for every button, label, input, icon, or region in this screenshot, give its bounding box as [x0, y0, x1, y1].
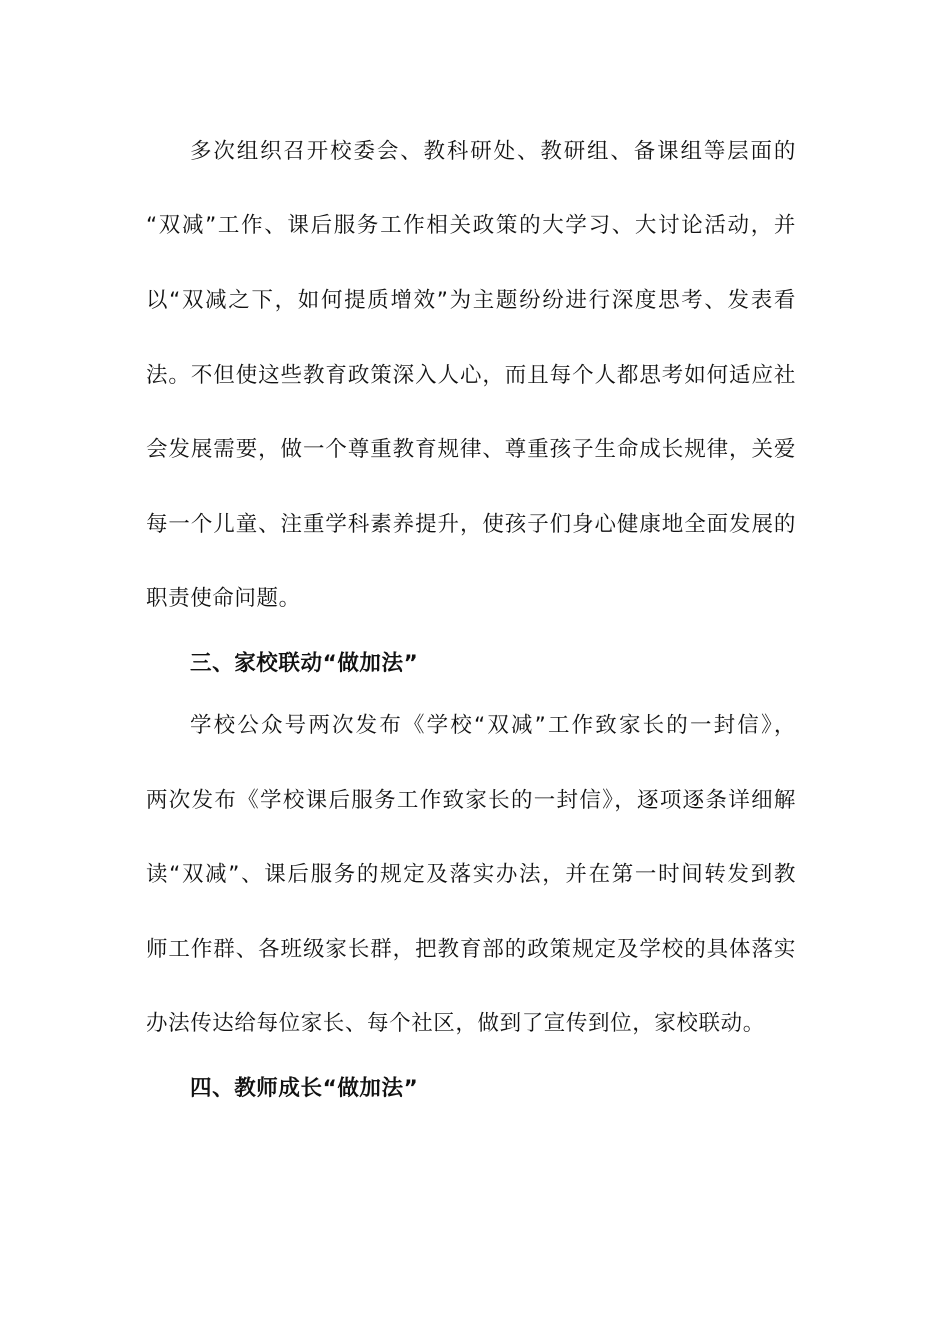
section-heading-3: 三、家校联动“做加法”: [190, 651, 419, 676]
paragraph-line: “双减”工作、课后服务工作相关政策的大学习、大讨论活动，并: [146, 213, 796, 238]
paragraph-line: 读“双减”、课后服务的规定及落实办法，并在第一时间转发到教: [146, 862, 796, 887]
paragraph-line: 每一个儿童、注重学科素养提升，使孩子们身心健康地全面发展的: [146, 512, 796, 537]
paragraph-line: 多次组织召开校委会、教科研处、教研组、备课组等层面的: [190, 139, 796, 164]
paragraph-line: 两次发布《学校课后服务工作致家长的一封信》，逐项逐条详细解: [146, 788, 796, 813]
paragraph-line: 会发展需要，做一个尊重教育规律、尊重孩子生命成长规律，关爱: [146, 437, 796, 462]
paragraph-line: 办法传达给每位家长、每个社区，做到了宣传到位，家校联动。: [146, 1011, 765, 1036]
section-heading-4: 四、教师成长“做加法”: [190, 1076, 419, 1101]
paragraph-line: 学校公众号两次发布《学校“双减”工作致家长的一封信》，: [190, 713, 796, 738]
paragraph-line: 以“双减之下，如何提质增效”为主题纷纷进行深度思考、发表看: [146, 288, 796, 313]
paragraph-line: 法。不但使这些教育政策深入人心，而且每个人都思考如何适应社: [146, 363, 796, 388]
paragraph-line: 师工作群、各班级家长群，把教育部的政策规定及学校的具体落实: [146, 937, 796, 962]
paragraph-line: 职责使命问题。: [146, 586, 301, 611]
